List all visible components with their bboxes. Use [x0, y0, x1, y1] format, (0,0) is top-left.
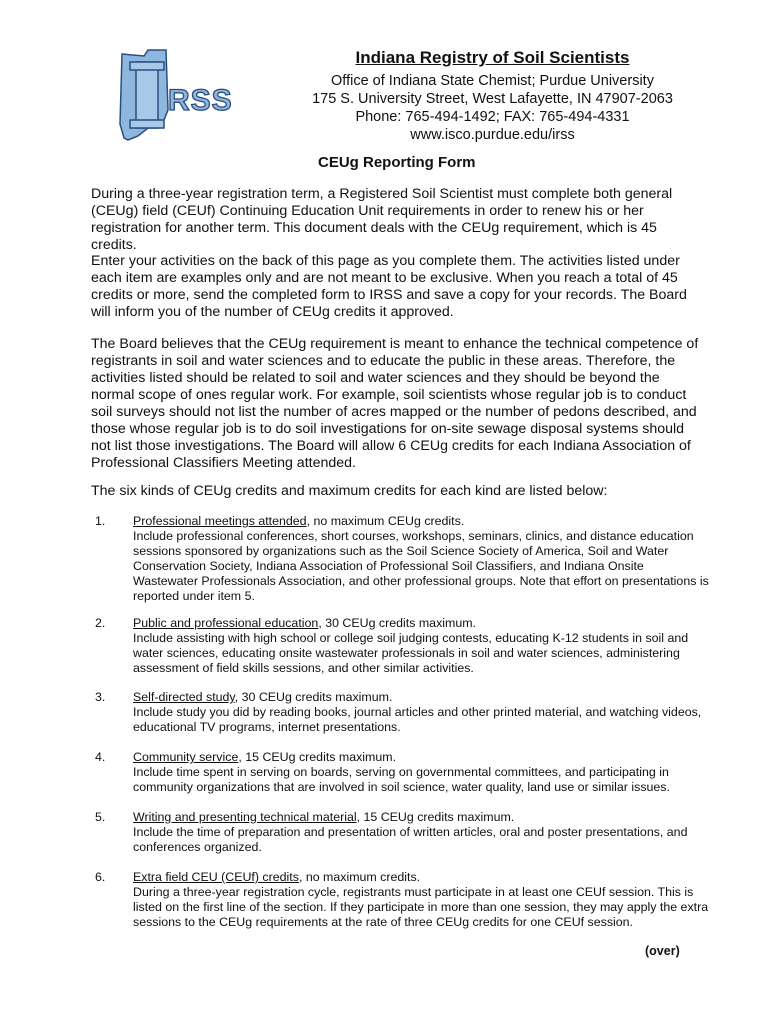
form-title: CEUg Reporting Form [318, 154, 476, 171]
item-limit: , no maximum CEUg credits. [306, 514, 465, 528]
item-description: Include assisting with high school or college soil judging contests, educating K-12 students in soil and water sciences, educating onsite wastewater professionals in soil and water sciences, administering assessment of field skills sessions, and other similar activities. [133, 631, 689, 675]
item-number: 3. [95, 690, 106, 704]
item-limit: , no maximum credits. [298, 870, 421, 884]
item-number: 6. [95, 870, 106, 884]
item-number: 5. [95, 810, 106, 824]
item-title: Writing and presenting technical material [133, 810, 357, 824]
website-line: www.isco.purdue.edu/irss [410, 127, 575, 143]
intro-paragraph: During a three-year registration term, a Registered Soil Scientist must complete both general (CEUg) field (CEUf) Continuing Education Unit requirements in order to renew his or her registration for another term. This document deals with the CEUg requirement, which is 45 credits. [91, 186, 673, 253]
indiana-state-map-icon [118, 44, 248, 146]
svg-text:RSS: RSS [168, 84, 233, 117]
item-limit: , 15 CEUg credits maximum. [238, 750, 397, 764]
item-number: 4. [95, 750, 106, 764]
item-title: Community service [133, 750, 239, 764]
office-line: Office of Indiana State Chemist; Purdue University [331, 73, 654, 89]
item-title: Self-directed study [133, 690, 235, 704]
item-title: Public and professional education [133, 616, 319, 630]
item-title: Professional meetings attended [133, 514, 307, 528]
item-limit: , 30 CEUg credits maximum. [234, 690, 393, 704]
phone-line: Phone: 765-494-1492; FAX: 765-494-4331 [355, 109, 630, 125]
item-number: 1. [95, 514, 106, 528]
item-description: Include time spent in serving on boards, serving on governmental committees, and participating in community organizations that are involved in soil science, water quality, land use or similar issues. [133, 765, 670, 794]
item-description: Include study you did by reading books, journal articles and other printed material, and watching videos, educational TV programs, internet presentations. [133, 705, 702, 734]
kinds-intro: The six kinds of CEUg credits and maximum credits for each kind are listed below: [91, 483, 608, 499]
item-limit: , 30 CEUg credits maximum. [318, 616, 476, 630]
item-description: During a three-year registration cycle, registrants must participate in at least one CEUf session. This is listed on the first line of the section. If they participate in more than one session, they may apply the extra sessions to the CEUg requirements at the rate of three CEUg credits for one CEUf session. [133, 885, 709, 929]
item-description: Include professional conferences, short courses, workshops, seminars, clinics, and distance education sessions sponsored by organizations such as the Soil Science Society of America, Soil and Water Conservation Society, Indiana Association of Professional Soil Classifiers, and Indiana Onsite Wastewater Professionals Association, and other professional groups. Note that effort on presentations is reported under item 5. [133, 529, 709, 603]
org-name: Indiana Registry of Soil Scientists [355, 48, 630, 67]
item-description: Include the time of preparation and presentation of written articles, oral and poster presentations, and conferences organized. [133, 825, 688, 854]
item-number: 2. [95, 616, 106, 630]
item-title: Extra field CEU (CEUf) credits [133, 870, 299, 884]
letterhead [300, 48, 685, 144]
item-limit: , 15 CEUg credits maximum. [356, 810, 515, 824]
instructions-paragraph: Enter your activities on the back of this page as you complete them. The activities listed under each item are examples only and are not meant to be exclusive. When you reach a total of 45 credits or more, send the completed form to IRSS and save a copy for your records. The Board will inform you of the number of CEUg credits it approved. [91, 253, 687, 320]
over-label: (over) [645, 944, 680, 958]
board-paragraph: The Board believes that the CEUg requirement is meant to enhance the technical competence of registrants in soil and water sciences and to educate the public in these areas. Therefore, the activities listed should be related to soil and water sciences and they should be beyond the normal scope of ones regular work. For example, soil scientists whose regular job is to conduct soil surveys should not list the number of acres mapped or the number of pedons described, and those whose regular job is to do soil investigations for on-site sewage disposal systems should not list those investigations. The Board will allow 6 CEUg credits for each Indiana Association of Professional Classifiers Meeting attended. [91, 336, 699, 471]
irss-logo [118, 44, 248, 146]
address-line: 175 S. University Street, West Lafayette, IN 47907-2063 [312, 91, 673, 107]
